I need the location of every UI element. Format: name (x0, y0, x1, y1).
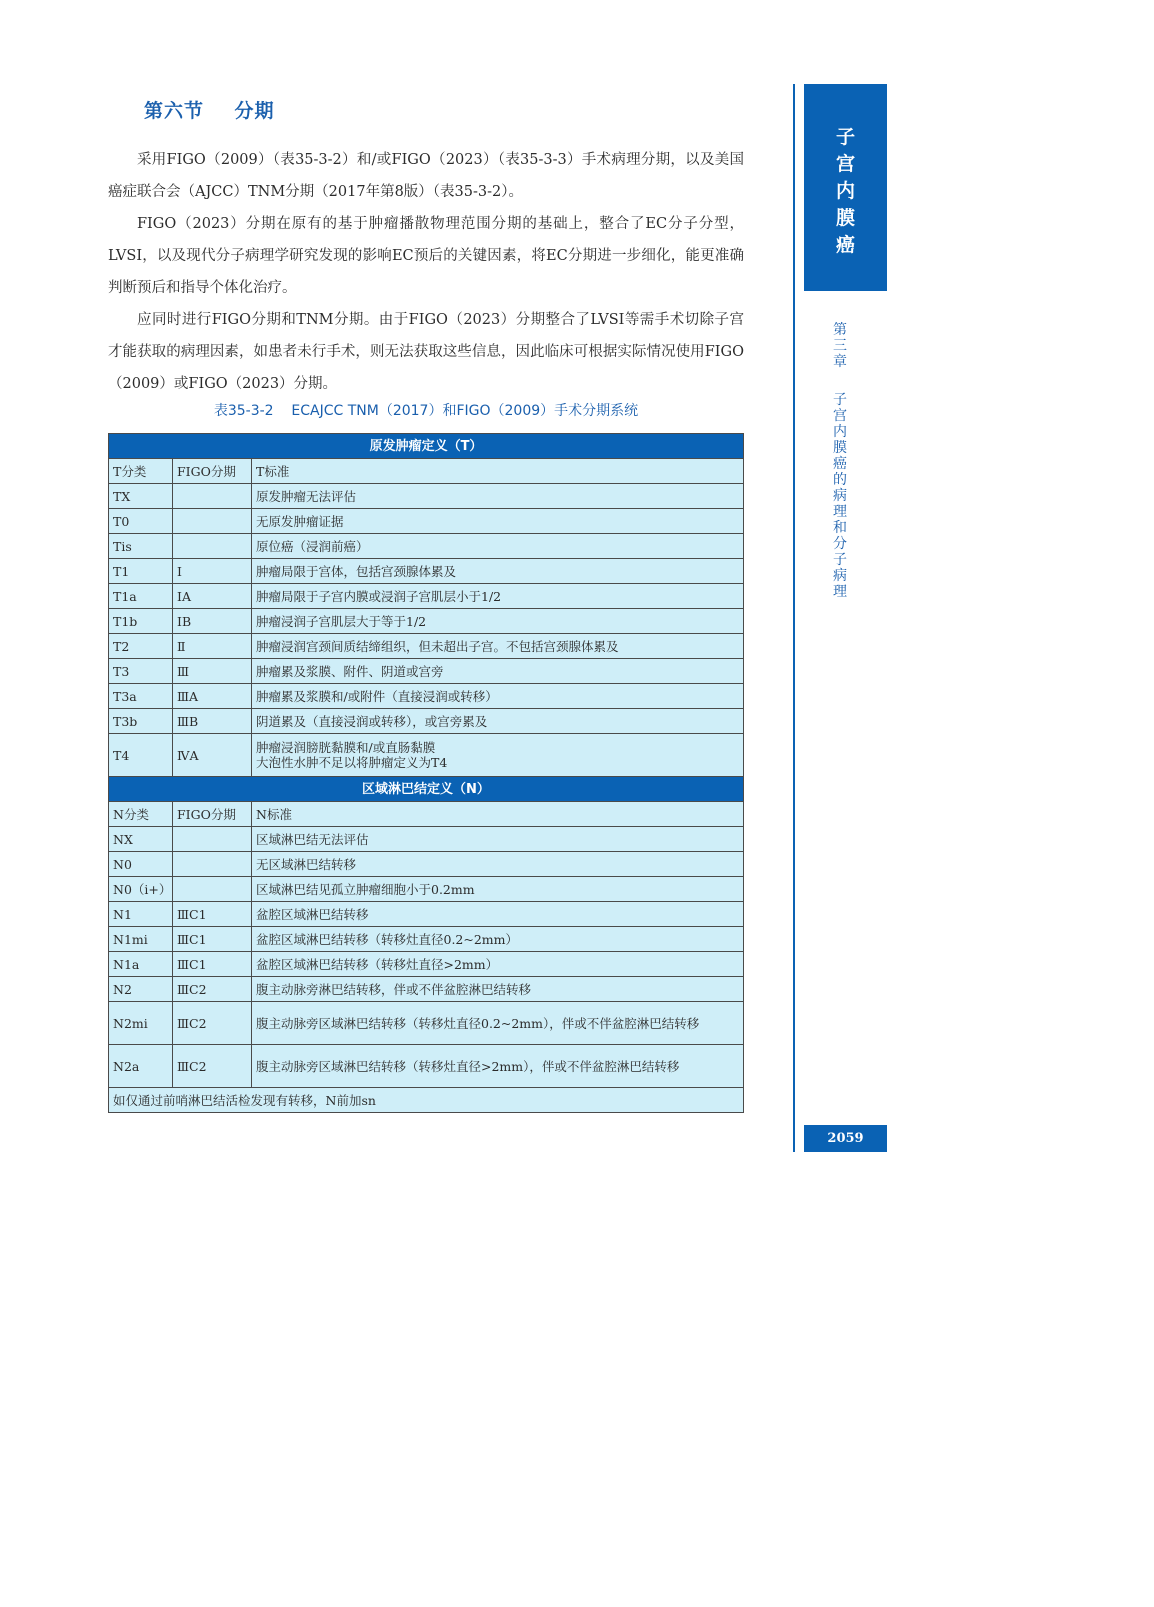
cell-figo: Ⅱ (173, 634, 252, 659)
table-row (109, 534, 744, 559)
cell-figo (173, 534, 252, 559)
table-row (109, 827, 744, 852)
table-header-row (109, 802, 744, 827)
cell-criteria: 肿瘤累及浆膜、附件、阴道或宫旁 (252, 659, 744, 684)
header-cell: N标准 (252, 802, 744, 827)
cell-category: NX (109, 827, 173, 852)
header-cell: FIGO分期 (173, 802, 252, 827)
cell-category: N2 (109, 977, 173, 1002)
paragraph: FIGO（2023）分期在原有的基于肿瘤播散物理范围分期的基础上，整合了EC分子分型，LVSI，以及现代分子病理学研究发现的影响EC预后的关键因素，将EC分期进一步细化，能更准确判断预后和指导个体化治疗。 (108, 216, 744, 296)
cell-figo (173, 509, 252, 534)
cell-category: N2a (109, 1045, 173, 1088)
cell-category: N0 (109, 852, 173, 877)
cell-category: N2mi (109, 1002, 173, 1045)
cell-criteria: 阴道累及（直接浸润或转移），或宫旁累及 (252, 709, 744, 734)
cell-category: T3b (109, 709, 173, 734)
cell-category: T4 (109, 734, 173, 777)
cell-criteria: 区域淋巴结无法评估 (252, 827, 744, 852)
table-row (109, 952, 744, 977)
cell-figo: ⅢC2 (173, 1045, 252, 1088)
cell-figo: ⅢB (173, 709, 252, 734)
cell-criteria: 腹主动脉旁区域淋巴结转移（转移灶直径0.2~2mm），伴或不伴盆腔淋巴结转移 (252, 1002, 744, 1045)
cell-figo: Ⅰ (173, 559, 252, 584)
table-row (109, 977, 744, 1002)
cell-figo: ⅢC2 (173, 977, 252, 1002)
cell-category: N0（i+） (109, 877, 173, 902)
table-row (109, 1002, 744, 1045)
side-tab-char: 内 (835, 180, 855, 202)
cell-figo (173, 484, 252, 509)
cell-category: TX (109, 484, 173, 509)
cell-category: T1a (109, 584, 173, 609)
cell-figo: ⅢC1 (173, 902, 252, 927)
table-row (109, 609, 744, 634)
body-text (108, 144, 744, 400)
cell-criteria: 肿瘤浸润宫颈间质结缔组织，但未超出子宫。不包括宫颈腺体累及 (252, 634, 744, 659)
chapter-char: 癌 (833, 456, 847, 472)
cell-criteria: 腹主动脉旁淋巴结转移，伴或不伴盆腔淋巴结转移 (252, 977, 744, 1002)
cell-figo: ⅠB (173, 609, 252, 634)
cell-criteria: 区域淋巴结见孤立肿瘤细胞小于0.2mm (252, 877, 744, 902)
cell-category: T2 (109, 634, 173, 659)
section-title: 第六节 分期 (144, 100, 275, 122)
n-section (109, 777, 744, 1113)
cell-criteria: 无原发肿瘤证据 (252, 509, 744, 534)
margin-rule (793, 84, 795, 1152)
paragraph: 采用FIGO（2009）（表35-3-2）和/或FIGO（2023）（表35-3-3）手术病理分期，以及美国癌症联合会（AJCC）TNM分期（2017年第8版）（表35-3-2）。 (108, 152, 744, 200)
table-footnote-row (109, 1088, 744, 1113)
table-row (109, 684, 744, 709)
cell-figo (173, 877, 252, 902)
side-tab-title (804, 124, 887, 259)
table-row (109, 584, 744, 609)
cell-criteria: 肿瘤累及浆膜和/或附件（直接浸润或转移） (252, 684, 744, 709)
cell-criteria: 盆腔区域淋巴结转移（转移灶直径0.2~2mm） (252, 927, 744, 952)
table-header-row (109, 459, 744, 484)
table-caption: 表35-3-2 ECAJCC TNM（2017）和FIGO（2009）手术分期系统 (213, 403, 639, 419)
table-row (109, 734, 744, 777)
chapter-char: 子 (833, 392, 847, 408)
cell-criteria: 原位癌（浸润前癌） (252, 534, 744, 559)
cell-criteria: 腹主动脉旁区域淋巴结转移（转移灶直径>2mm），伴或不伴盆腔淋巴结转移 (252, 1045, 744, 1088)
chapter-running-head (829, 322, 851, 600)
chapter-char: 第 (833, 322, 847, 338)
cell-figo (173, 827, 252, 852)
cell-category: N1 (109, 902, 173, 927)
cell-category: T3 (109, 659, 173, 684)
criteria-line: 大泡性水肿不足以将肿瘤定义为T4 (256, 755, 448, 770)
cell-figo (173, 852, 252, 877)
table-row (109, 852, 744, 877)
chapter-char: 三 (833, 338, 847, 354)
paragraph: 应同时进行FIGO分期和TNM分期。由于FIGO（2023）分期整合了LVSI等需手术切除子宫才能获取的病理因素，如患者未行手术，则无法获取这些信息，因此临床可根据实际情况使用FIGO（2009）或FIGO（2023）分期。 (108, 312, 744, 392)
cell-category: T0 (109, 509, 173, 534)
header-cell: FIGO分期 (173, 459, 252, 484)
chapter-char: 理 (833, 504, 847, 520)
cell-figo: ⅢA (173, 684, 252, 709)
side-tab-char: 膜 (835, 207, 855, 229)
cell-criteria: 肿瘤局限于子宫内膜或浸润子宫肌层小于1/2 (252, 584, 744, 609)
side-tab-char: 宫 (835, 153, 855, 175)
chapter-char: 的 (833, 472, 847, 488)
cell-figo: ⅠA (173, 584, 252, 609)
cell-category: Tis (109, 534, 173, 559)
cell-category: T3a (109, 684, 173, 709)
table-row (109, 509, 744, 534)
table-row (109, 877, 744, 902)
chapter-side-tab (804, 84, 887, 291)
cell-category: T1b (109, 609, 173, 634)
cell-figo: ⅣA (173, 734, 252, 777)
side-tab-char: 子 (835, 126, 855, 148)
chapter-char: 理 (833, 584, 847, 600)
chapter-char: 章 (833, 354, 847, 370)
cell-criteria: 盆腔区域淋巴结转移（转移灶直径>2mm） (252, 952, 744, 977)
cell-category: N1a (109, 952, 173, 977)
cell-figo: ⅢC1 (173, 927, 252, 952)
n-section-title: 区域淋巴结定义（N） (109, 777, 744, 802)
table-row (109, 559, 744, 584)
cell-criteria: 原发肿瘤无法评估 (252, 484, 744, 509)
cell-figo: Ⅲ (173, 659, 252, 684)
header-cell: T分类 (109, 459, 173, 484)
table-row (109, 927, 744, 952)
cell-figo: ⅢC2 (173, 1002, 252, 1045)
header-cell: T标准 (252, 459, 744, 484)
cell-category: N1mi (109, 927, 173, 952)
cell-criteria: 肿瘤浸润子宫肌层大于等于1/2 (252, 609, 744, 634)
criteria-line: 肿瘤浸润膀胱黏膜和/或直肠黏膜 (256, 740, 436, 755)
cell-criteria: 肿瘤局限于宫体，包括宫颈腺体累及 (252, 559, 744, 584)
chapter-char: 膜 (833, 440, 847, 456)
table-row (109, 1045, 744, 1088)
table-footnote: 如仅通过前哨淋巴结活检发现有转移，N前加sn (109, 1088, 744, 1113)
chapter-char: 和 (833, 520, 847, 536)
header-cell: N分类 (109, 802, 173, 827)
table-row (109, 634, 744, 659)
cell-figo: ⅢC1 (173, 952, 252, 977)
page-number: 2059 (804, 1125, 887, 1152)
cell-category: T1 (109, 559, 173, 584)
table-row (109, 709, 744, 734)
chapter-char: 宫 (833, 408, 847, 424)
chapter-char: 分 (833, 536, 847, 552)
chapter-char: 内 (833, 424, 847, 440)
cell-criteria: 盆腔区域淋巴结转移 (252, 902, 744, 927)
chapter-char: 病 (833, 488, 847, 504)
cell-criteria (252, 734, 744, 777)
side-tab-char: 癌 (835, 234, 855, 256)
table-row (109, 902, 744, 927)
t-section (109, 434, 744, 777)
t-section-title: 原发肿瘤定义（T） (109, 434, 744, 459)
cell-criteria: 无区域淋巴结转移 (252, 852, 744, 877)
chapter-char: 子 (833, 552, 847, 568)
chapter-char: 病 (833, 568, 847, 584)
table-row (109, 659, 744, 684)
staging-table (108, 433, 744, 1113)
table-row (109, 484, 744, 509)
